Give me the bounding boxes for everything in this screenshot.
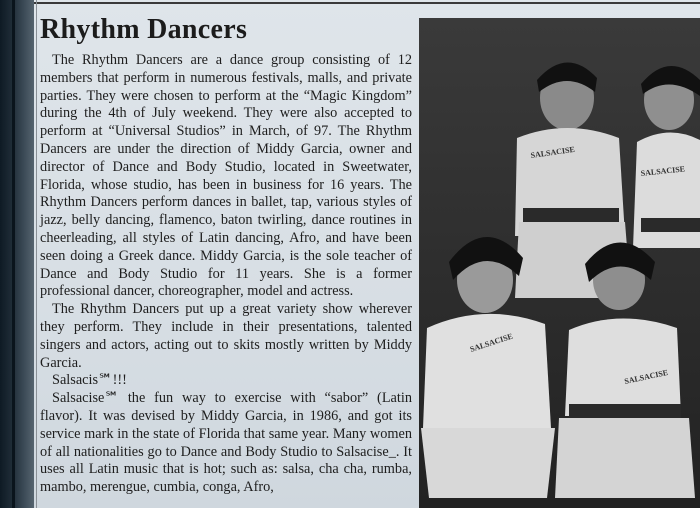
dancer-back-right bbox=[633, 66, 700, 248]
binding-line bbox=[12, 0, 15, 508]
page-top-rule bbox=[34, 2, 700, 4]
article-paragraph-1: The Rhythm Dancers are a dance group consisting of 12 members that perform in numerous festivals, malls, and private parties. They were chosen to perform at the “Magic Kingdom” during the 4th of July weekend. They were also accepted to perform at “Universal Studios” in March, of 97. The Rhythm Dancers are under the direction of Middy Garcia, owner and director of Dance and Body Studio, located in Sweetwater, Florida, whose studio, has been in business for 16 years. The Rhythm Dancers perform dances in ballet, tap, various styles of jazz, belly dancing, flamenco, baton twirling, dance routines in cheerleading, all styles of Latin dancing, Afro, and have been seen doing a Greek dance. Middy Garcia, is the sole teacher of Dance and Body Studio for 11 years. She is a former professional dancer, choreographer, model and actress. bbox=[40, 52, 412, 300]
article-paragraph-4: Salsacise℠ the fun way to exercise with “sabor” (Latin flavor). It was devised by Middy Garcia, in 1986, and got its service mark in the state of Florida that same year. Many women of all nationalities go to Dance and Body Studio to Salsacise_. It uses all Latin music that is hot; such as: salsa, cha cha, rumba, mambo, merengue, cumbia, conga, Afro, bbox=[40, 390, 412, 496]
article-paragraph-2: The Rhythm Dancers put up a great variety show wherever they perform. They include in their presentations, talented singers and actors, acting out to skits mostly written by Middy Garcia. bbox=[40, 301, 412, 371]
scan-left-edge bbox=[0, 0, 34, 508]
page-left-rule bbox=[36, 0, 37, 508]
dancers-photo-graphic bbox=[419, 18, 700, 508]
newspaper-page bbox=[34, 0, 700, 508]
article-paragraph-3: Salsacis℠!!! bbox=[52, 372, 127, 389]
dancers-photo bbox=[419, 18, 700, 508]
shirt-text-back-right: SALSACISE bbox=[640, 164, 686, 178]
article-title: Rhythm Dancers bbox=[40, 14, 248, 45]
shirt-text-front-right: SALSACISE bbox=[623, 367, 669, 386]
shirt-text-back-left: SALSACISE bbox=[530, 144, 576, 160]
article-body bbox=[40, 52, 412, 497]
shirt-text-front-left: SALSACISE bbox=[468, 331, 514, 354]
